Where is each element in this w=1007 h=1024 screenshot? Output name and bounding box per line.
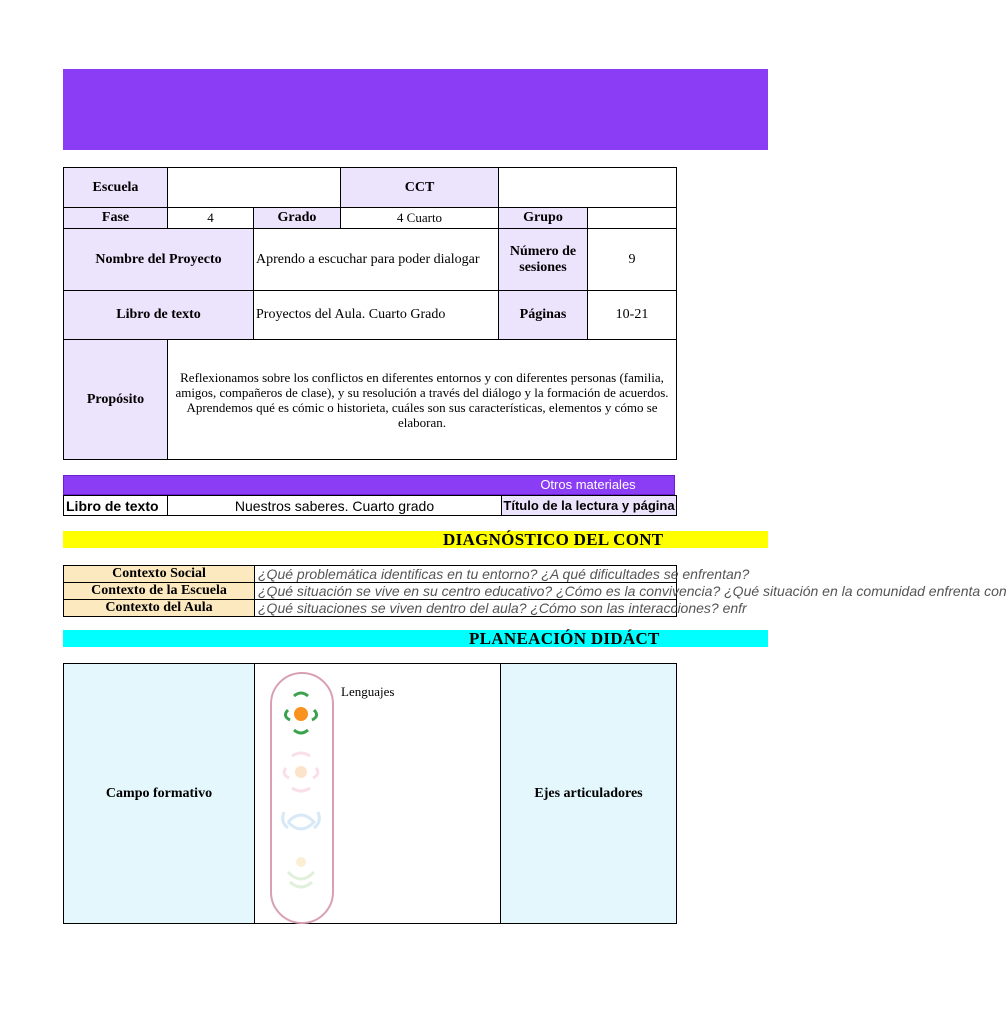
otros-materiales-bar — [63, 475, 675, 495]
grado-label: Grado — [254, 208, 341, 229]
header-banner — [63, 69, 768, 150]
contexto-aula-label: Contexto del Aula — [64, 600, 255, 617]
contexto-escuela-question[interactable]: ¿Qué situación se vive en su centro educativo? ¿Cómo es la convivencia? ¿Qué situación en la comunidad enfrenta con — [255, 583, 677, 600]
proyecto-label: Nombre del Proyecto — [64, 229, 254, 291]
fase-label: Fase — [64, 208, 168, 229]
libro-value[interactable]: Proyectos del Aula. Cuarto Grado — [254, 291, 499, 340]
info-table — [63, 167, 677, 460]
campo-formativo-value: Lenguajes — [341, 684, 395, 699]
sesiones-value[interactable]: 9 — [588, 229, 677, 291]
ejes-articuladores-label: Ejes articuladores — [501, 664, 677, 924]
contexto-aula-question[interactable]: ¿Qué situaciones se viven dentro del aula? ¿Cómo son las interacciones? enfr — [255, 600, 677, 617]
materiales-libro-value[interactable]: Nuestros saberes. Cuarto grado — [168, 496, 502, 516]
cct-value[interactable] — [499, 168, 677, 208]
cct-label: CCT — [341, 168, 499, 208]
paginas-label: Páginas — [499, 291, 588, 340]
proposito-value[interactable]: Reflexionamos sobre los conflictos en diferentes entornos y con diferentes personas (familia, amigos, compañeros de clase), y su resolución a través del diálogo y la formación de acuerdos. Aprendemos qué es cómic o historieta, cuáles son sus características, elementos y cómo se elaboran. — [168, 340, 677, 460]
materiales-libro-label: Libro de texto — [64, 496, 168, 516]
diagnostico-bar — [63, 531, 768, 548]
materiales-table — [63, 495, 677, 516]
planeacion-table — [63, 663, 677, 924]
grupo-label: Grupo — [499, 208, 588, 229]
diagnostico-table — [63, 565, 1007, 617]
titulo-lectura-label: Título de la lectura y página — [502, 496, 677, 516]
campo-formativo-label: Campo formativo — [64, 664, 255, 924]
paginas-value[interactable]: 10-21 — [588, 291, 677, 340]
escuela-value[interactable] — [168, 168, 341, 208]
proposito-label: Propósito — [64, 340, 168, 460]
planeacion-bar — [63, 630, 768, 647]
contexto-social-question[interactable]: ¿Qué problemática identificas en tu entorno? ¿A qué dificultades se enfrentan? — [255, 566, 677, 583]
proyecto-value[interactable]: Aprendo a escuchar para poder dialogar — [254, 229, 499, 291]
sesiones-label: Número de sesiones — [499, 229, 588, 291]
grado-value[interactable]: 4 Cuarto — [341, 208, 499, 229]
nem-logo-icon — [270, 672, 334, 924]
diagnostico-title: DIAGNÓSTICO DEL CONT — [443, 530, 664, 549]
contexto-escuela-label: Contexto de la Escuela — [64, 583, 255, 600]
planeacion-title: PLANEACIÓN DIDÁCT — [469, 629, 660, 648]
contexto-social-label: Contexto Social — [64, 566, 255, 583]
escuela-label: Escuela — [64, 168, 168, 208]
grupo-value[interactable] — [588, 208, 677, 229]
fase-value[interactable]: 4 — [168, 208, 254, 229]
libro-label: Libro de texto — [64, 291, 254, 340]
otros-materiales-title: Otros materiales — [540, 477, 636, 492]
